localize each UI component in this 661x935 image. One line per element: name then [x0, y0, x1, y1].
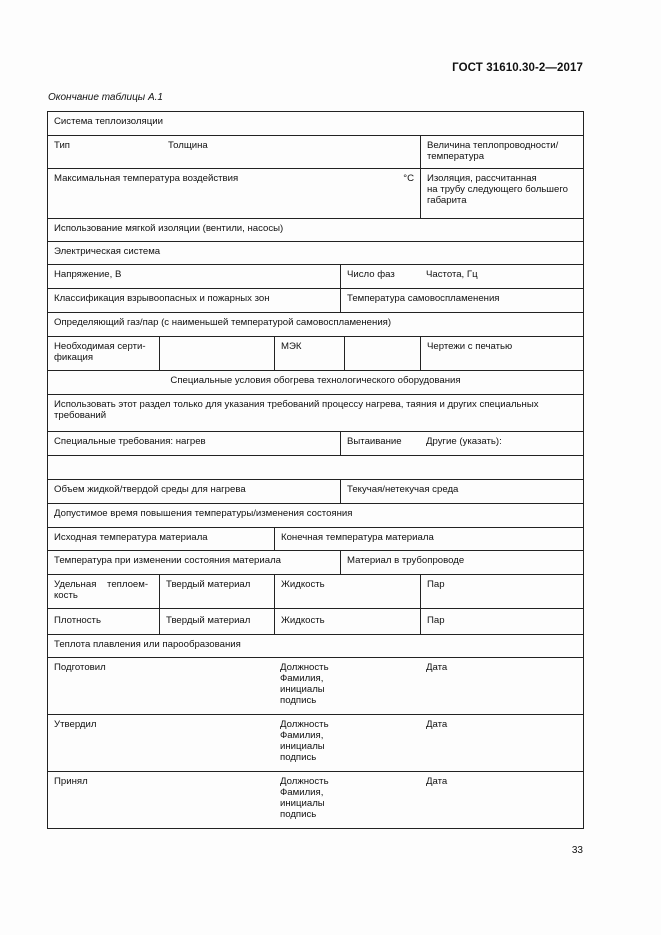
prepared-position: Должность — [280, 662, 329, 673]
thawing-label: Вытаивание — [340, 432, 420, 455]
specific-heat-liquid: Жидкость — [274, 575, 420, 608]
density-solid: Твердый материал — [159, 609, 274, 634]
soft-insulation-label: Использование мягкой изоляции (вентили, насосы) — [54, 223, 284, 234]
insulation-calc-line-3: габарита — [427, 195, 467, 206]
row-approved-by — [48, 715, 583, 772]
row-special-heating — [48, 432, 583, 456]
certification-cell — [48, 337, 159, 370]
row-type-thickness — [48, 136, 583, 169]
accepted-by-signature — [274, 772, 420, 830]
row-special-conditions — [48, 371, 583, 395]
density-vapor: Пар — [420, 609, 583, 634]
row-section-note — [48, 395, 583, 432]
row-blank — [48, 456, 583, 480]
certification-value — [159, 337, 274, 370]
accepted-by-label: Принял — [54, 776, 88, 787]
standard-code: ГОСТ 31610.30-2—2017 — [452, 62, 583, 74]
row-medium-volume — [48, 480, 583, 504]
frequency-label: Частота, Гц — [426, 269, 478, 280]
fluid-label: Текучая/нетекучая среда — [340, 480, 583, 503]
row-certification — [48, 337, 583, 371]
insulation-calculated-cell — [420, 169, 583, 218]
conductivity-line-1: Величина теплопроводности/ — [427, 140, 559, 151]
celsius-unit: °С — [403, 173, 414, 184]
row-phase-change — [48, 551, 583, 575]
max-temperature-label: Максимальная температура воздействия — [54, 173, 239, 184]
initial-temperature-label: Исходная температура материала — [54, 532, 208, 543]
certification-line-2: фикация — [54, 352, 94, 363]
specific-heat-line-1: Удельная теплоем- — [54, 579, 149, 590]
phases-label: Число фаз — [340, 265, 420, 288]
voltage-label: Напряжение, В — [54, 269, 122, 280]
approved-by-label: Утвердил — [54, 719, 97, 730]
insulation-system-label: Система теплоизоляции — [54, 116, 163, 127]
special-conditions-heading: Специальные условия обогрева технологического оборудования — [170, 375, 461, 386]
density-label: Плотность — [54, 615, 101, 626]
medium-volume-label: Объем жидкой/твердой среды для нагрева — [54, 484, 246, 495]
accepted-signature: подпись — [280, 809, 317, 820]
row-material-temperature — [48, 528, 583, 551]
row-soft-insulation — [48, 219, 583, 242]
prepared-initials: инициалы — [280, 684, 325, 695]
section-note — [48, 395, 583, 431]
approved-by-signature — [274, 715, 420, 771]
specific-heat-line-2: кость — [54, 590, 78, 601]
latent-heat-label: Теплота плавления или парообразования — [54, 639, 241, 650]
accepted-name: Фамилия, — [280, 787, 324, 798]
specific-heat-vapor: Пар — [420, 575, 583, 608]
specific-heat-cell — [48, 575, 159, 608]
row-insulation-system — [48, 112, 583, 136]
section-note-line-2: требований — [54, 410, 107, 421]
approved-name: Фамилия, — [280, 730, 324, 741]
prepared-date: Дата — [426, 662, 448, 673]
certification-line-1: Необходимая серти- — [54, 341, 146, 352]
mek-label: МЭК — [274, 337, 344, 370]
approved-position: Должность — [280, 719, 329, 730]
accepted-initials: инициалы — [280, 798, 325, 809]
final-temperature-label: Конечная температура материала — [274, 528, 583, 550]
prepared-by-label: Подготовил — [54, 662, 106, 673]
accepted-date: Дата — [426, 776, 448, 787]
special-heating-label: Специальные требования: нагрев — [54, 436, 206, 447]
section-note-line-1: Использовать этот раздел только для указания требований процессу нагрева, таяния и других специальных — [54, 399, 539, 410]
form-table — [47, 111, 584, 829]
row-electrical-system — [48, 242, 583, 265]
approved-signature: подпись — [280, 752, 317, 763]
allowed-time-label: Допустимое время повышения температуры/изменения состояния — [54, 508, 353, 519]
specific-heat-solid: Твердый материал — [159, 575, 274, 608]
row-specific-heat — [48, 575, 583, 609]
page-number: 33 — [571, 845, 583, 856]
density-liquid: Жидкость — [274, 609, 420, 634]
pipe-material-label: Материал в трубопроводе — [340, 551, 583, 574]
insulation-calc-line-2: на трубу следующего большего — [427, 184, 568, 195]
table-caption: Окончание таблицы А.1 — [48, 92, 163, 103]
row-prepared-by — [48, 658, 583, 715]
insulation-calc-line-1: Изоляция, рассчитанная — [427, 173, 537, 184]
row-hazard-classification — [48, 289, 583, 313]
thickness-label: Толщина — [168, 140, 208, 151]
defining-gas-label: Определяющий газ/пар (с наименьшей температурой самовоспламенения) — [54, 317, 392, 328]
drawings-label: Чертежи с печатью — [420, 337, 583, 370]
max-temperature-cell — [48, 169, 420, 218]
type-label: Тип — [54, 140, 70, 151]
row-density — [48, 609, 583, 635]
prepared-signature: подпись — [280, 695, 317, 706]
row-max-temperature — [48, 169, 583, 219]
electrical-system-label: Электрическая система — [54, 246, 161, 257]
approved-date: Дата — [426, 719, 448, 730]
approved-initials: инициалы — [280, 741, 325, 752]
prepared-by-signature — [274, 658, 420, 714]
phase-change-temperature-label: Температура при изменении состояния материала — [54, 555, 282, 566]
hazard-classification-label: Классификация взрывоопасных и пожарных зон — [54, 293, 270, 304]
row-defining-gas — [48, 313, 583, 337]
row-accepted-by — [48, 772, 583, 830]
conductivity-label — [420, 136, 583, 168]
accepted-position: Должность — [280, 776, 329, 787]
prepared-name: Фамилия, — [280, 673, 324, 684]
mek-value — [344, 337, 420, 370]
other-label: Другие (указать): — [426, 436, 502, 447]
row-voltage — [48, 265, 583, 289]
conductivity-line-2: температура — [427, 151, 485, 162]
row-allowed-time — [48, 504, 583, 528]
ignition-temperature-label: Температура самовоспламенения — [340, 289, 583, 312]
row-latent-heat — [48, 635, 583, 658]
